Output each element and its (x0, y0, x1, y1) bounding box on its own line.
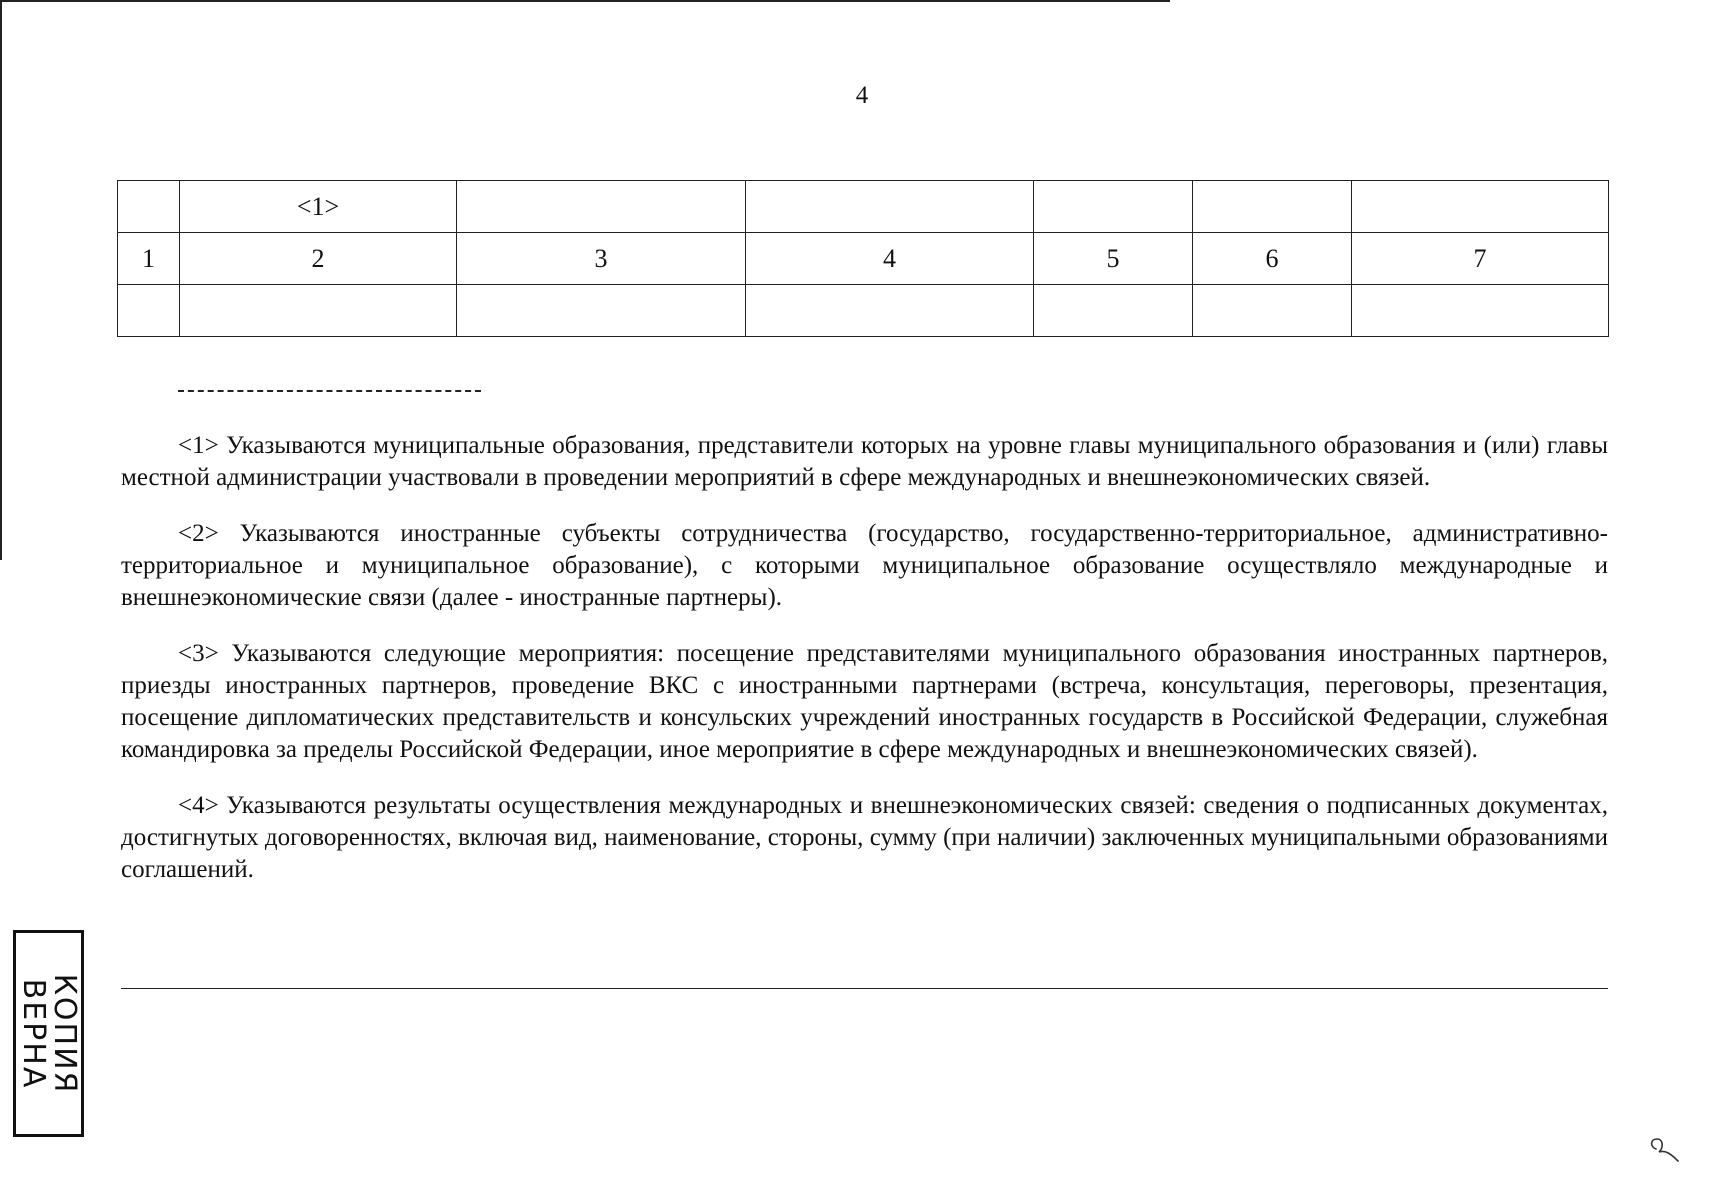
table-cell (1193, 285, 1352, 337)
footnote-4: <4> Указываются результаты осуществления международных и внешнеэкономических связей: сведения о подписанных документах, достигнутых договоренностях, включая вид, наименование, стороны, сумму (при наличии) заключенных муниципальными образованиями соглашений. (121, 792, 1608, 883)
stamp-line-2: ВЕРНА (15, 978, 51, 1089)
table-cell (457, 181, 746, 233)
footnote-separator (178, 390, 481, 392)
handwritten-mark (1648, 1135, 1682, 1165)
table-cell (180, 285, 457, 337)
form-table (117, 180, 1609, 337)
table-cell (1352, 285, 1609, 337)
table-cell (1352, 181, 1609, 233)
table-cell (118, 181, 180, 233)
table-cell (746, 285, 1034, 337)
table-header-row (118, 181, 1609, 233)
column-number: 7 (1352, 233, 1609, 285)
table-cell (457, 285, 746, 337)
column-number: 4 (746, 233, 1034, 285)
page-number: 4 (855, 82, 869, 109)
table-cell (118, 285, 180, 337)
footnote-2: <2> Указываются иностранные субъекты сотрудничества (государство, государственно-территориальное, административно-территориальное и муниципальное образование), с которыми муниципальное образование осуществляло международные и внешнеэкономические связи (далее - иностранные партнеры). (121, 520, 1608, 611)
column-number: 2 (180, 233, 457, 285)
table-cell (1193, 181, 1352, 233)
footnote-1: <1> Указываются муниципальные образования, представители которых на уровне главы муниципального образования и (или) главы местной администрации участвовали в проведении мероприятий в сфере международных и внешнеэкономических связей. (121, 432, 1608, 491)
column-number: 1 (118, 233, 180, 285)
column-number: 6 (1193, 233, 1352, 285)
stamp-line-1: КОПИЯ (46, 973, 82, 1094)
table-cell (746, 181, 1034, 233)
footnote-3: <3> Указываются следующие мероприятия: посещение представителями муниципального образования иностранных партнеров, приезды иностранных партнеров, проведение ВКС с иностранными партнерами (встреча, консультация, переговоры, презентация, посещение дипломатических представительств и консульских учреждений иностранных государств в Российской Федерации, служебная командировка за пределы Российской Федерации, иное мероприятие в сфере международных и внешнеэкономических связей). (121, 640, 1608, 763)
table-cell (1034, 285, 1193, 337)
bottom-rule (121, 988, 1608, 989)
table-cell: <1> (180, 181, 457, 233)
stamp-text (15, 973, 82, 1094)
footnotes (121, 430, 1608, 910)
scan-edge-top (0, 0, 1170, 2)
column-number: 3 (457, 233, 746, 285)
column-number: 5 (1034, 233, 1193, 285)
table-number-row (118, 233, 1609, 285)
table-data-row (118, 285, 1609, 337)
table-cell (1034, 181, 1193, 233)
copy-certified-stamp (13, 930, 84, 1137)
